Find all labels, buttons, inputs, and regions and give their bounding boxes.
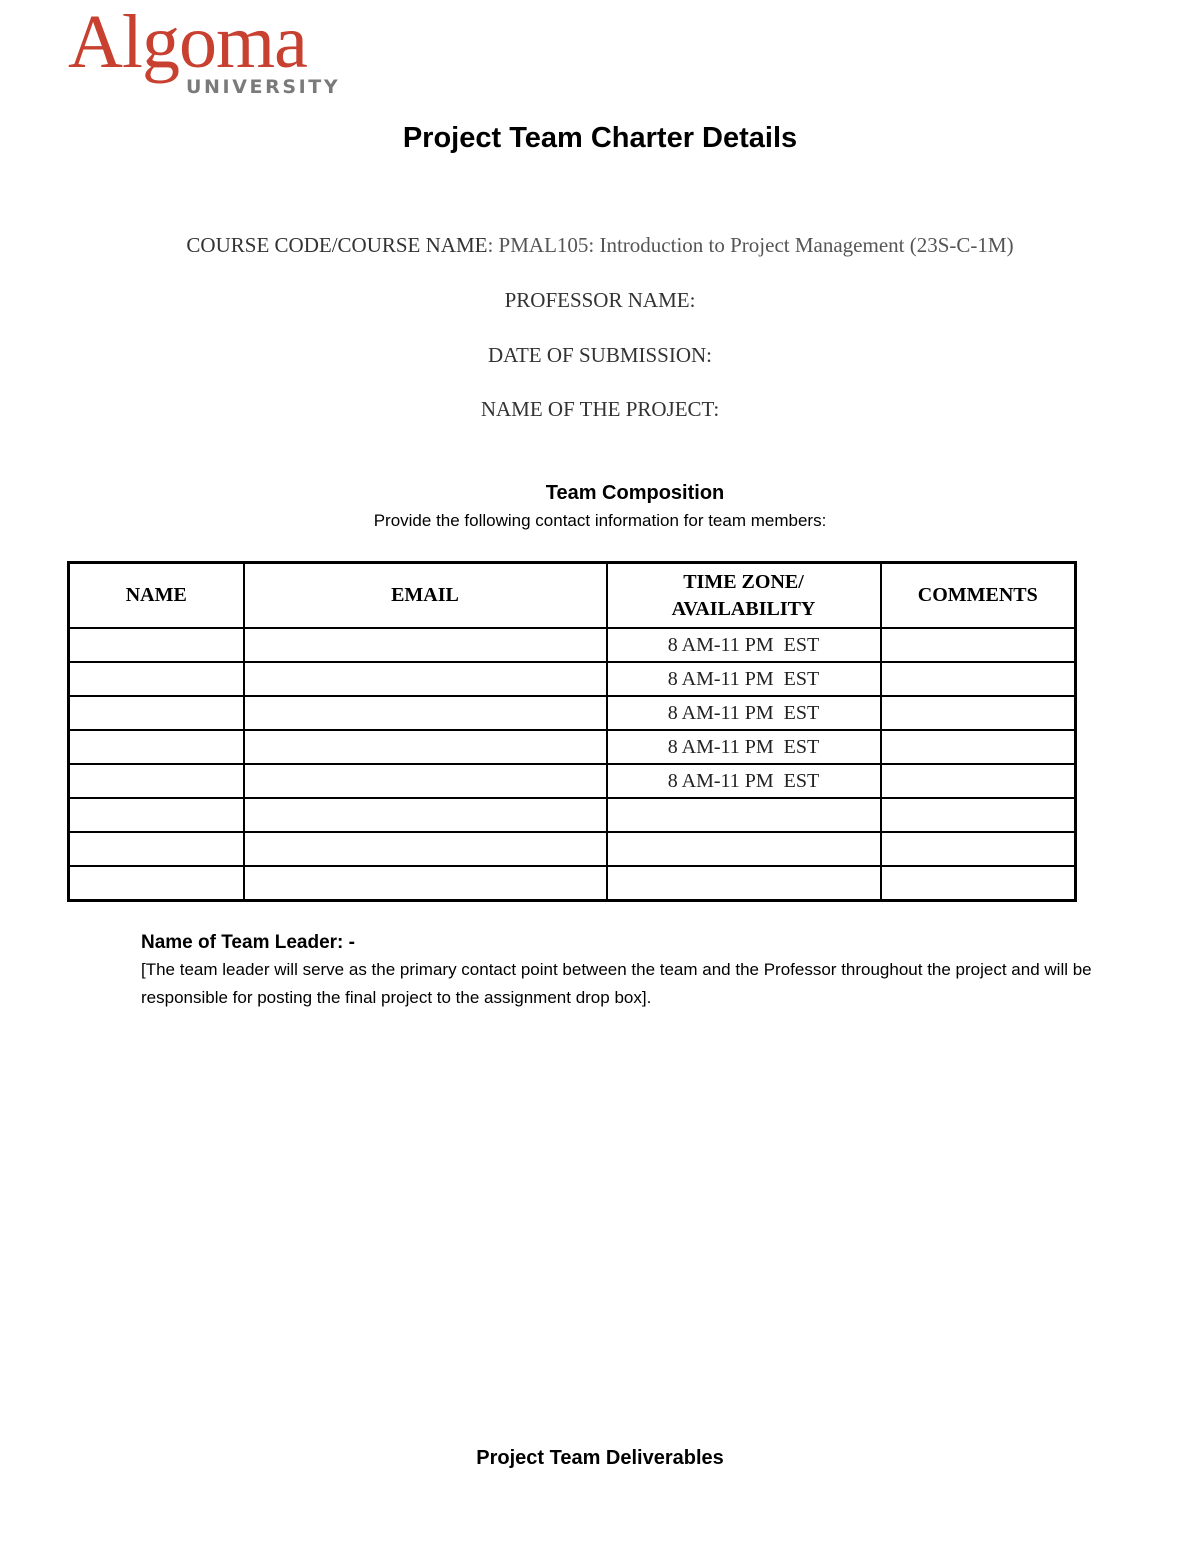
submission-date-label: DATE OF SUBMISSION: [487, 343, 713, 367]
document-title: Project Team Charter Details [402, 122, 798, 154]
member-availability-cell[interactable]: 8 AM-11 PM EST [607, 628, 881, 662]
column-header-comments: COMMENTS [881, 563, 1076, 629]
member-comments-cell[interactable] [881, 628, 1076, 662]
member-name-cell[interactable] [69, 628, 244, 662]
member-email-cell[interactable] [244, 798, 607, 832]
member-availability-cell[interactable] [607, 832, 881, 866]
table-row [69, 696, 1076, 730]
time-zone-header-line1: TIME ZONE/ [683, 570, 804, 593]
member-comments-cell[interactable] [881, 662, 1076, 696]
member-comments-cell[interactable] [881, 730, 1076, 764]
member-comments-cell[interactable] [881, 798, 1076, 832]
deliverables-heading: Project Team Deliverables [476, 1447, 724, 1469]
member-availability-cell[interactable]: 8 AM-11 PM EST [607, 662, 881, 696]
member-name-cell[interactable] [69, 730, 244, 764]
member-email-cell[interactable] [244, 628, 607, 662]
member-availability-cell[interactable] [607, 798, 881, 832]
team-composition-instructions: Provide the following contact information for team members: [373, 511, 827, 530]
submission-date-field [0, 343, 1200, 368]
member-name-cell[interactable] [69, 696, 244, 730]
university-logo [68, 0, 341, 104]
member-name-cell[interactable] [69, 866, 244, 901]
member-availability-cell[interactable] [607, 866, 881, 901]
table-row [69, 764, 1076, 798]
member-availability-cell[interactable]: 8 AM-11 PM EST [607, 730, 881, 764]
table-row [69, 798, 1076, 832]
column-header-time-zone [607, 563, 881, 629]
project-name-field [0, 397, 1200, 422]
member-name-cell[interactable] [69, 798, 244, 832]
column-header-email: EMAIL [244, 563, 607, 629]
member-comments-cell[interactable] [881, 866, 1076, 901]
table-row [69, 628, 1076, 662]
team-leader-note: [The team leader will serve as the primary contact point between the team and the Professor throughout the project and will be responsible for posting the final project to the assignment drop box]. [141, 960, 1092, 1007]
member-availability-cell[interactable]: 8 AM-11 PM EST [607, 696, 881, 730]
logo-wordmark: Algoma [68, 0, 307, 84]
professor-field [0, 288, 1200, 313]
member-comments-cell[interactable] [881, 696, 1076, 730]
team-leader-heading: Name of Team Leader: - [141, 932, 355, 953]
member-email-cell[interactable] [244, 832, 607, 866]
professor-label: PROFESSOR NAME: [504, 288, 696, 312]
member-email-cell[interactable] [244, 662, 607, 696]
member-comments-cell[interactable] [881, 832, 1076, 866]
member-name-cell[interactable] [69, 832, 244, 866]
table-row [69, 662, 1076, 696]
table-header-row [69, 563, 1076, 629]
member-email-cell[interactable] [244, 866, 607, 901]
member-name-cell[interactable] [69, 662, 244, 696]
project-name-label: NAME OF THE PROJECT: [480, 397, 720, 421]
logo-subtitle: UNIVERSITY [186, 76, 341, 98]
team-members-table [67, 561, 1077, 902]
team-leader-section [141, 929, 1121, 1012]
column-header-name: NAME [69, 563, 244, 629]
course-field [0, 233, 1200, 258]
member-email-cell[interactable] [244, 730, 607, 764]
table-row [69, 730, 1076, 764]
member-availability-cell[interactable]: 8 AM-11 PM EST [607, 764, 881, 798]
time-zone-header-line2: AVAILABILITY [671, 597, 816, 620]
team-composition-heading: Team Composition [545, 482, 725, 504]
member-name-cell[interactable] [69, 764, 244, 798]
course-value: : PMAL105: Introduction to Project Management (23S-C-1M) [487, 233, 1014, 257]
member-email-cell[interactable] [244, 696, 607, 730]
table-row [69, 866, 1076, 901]
member-comments-cell[interactable] [881, 764, 1076, 798]
table-row [69, 832, 1076, 866]
member-email-cell[interactable] [244, 764, 607, 798]
course-label: COURSE CODE/COURSE NAME [186, 233, 488, 257]
